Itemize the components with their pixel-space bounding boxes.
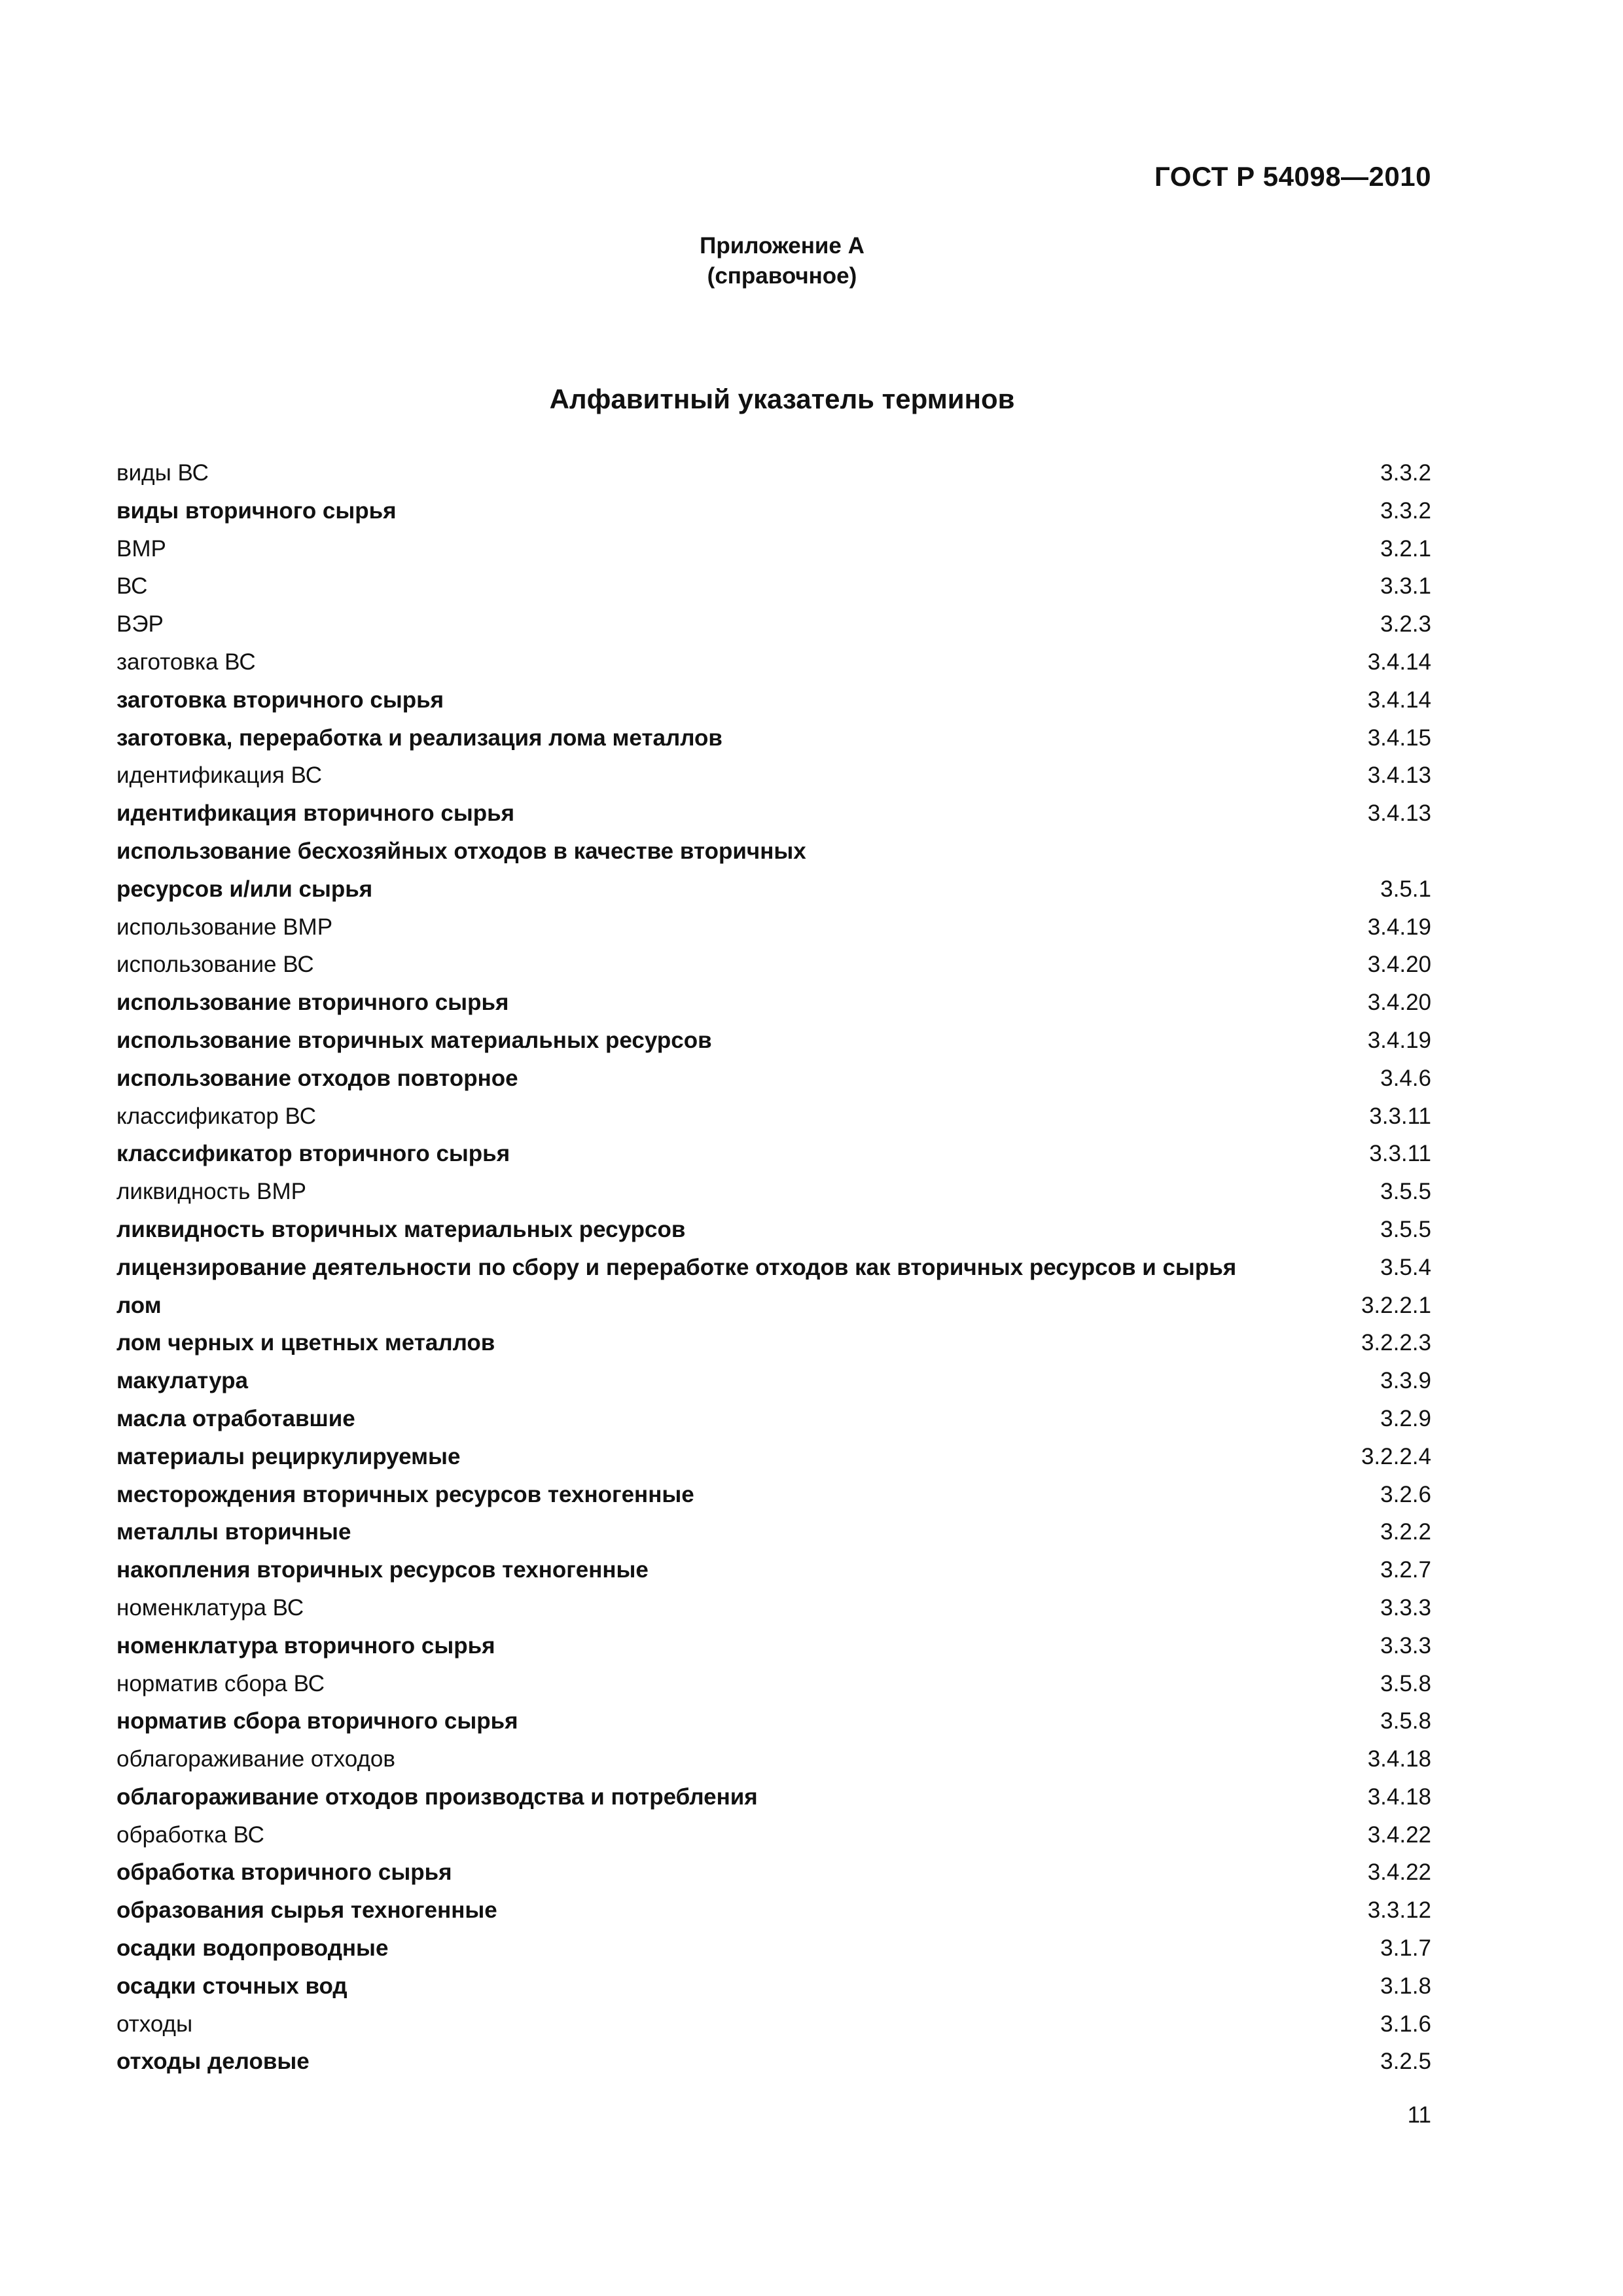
index-entry-reference: 3.2.5	[1380, 2049, 1431, 2075]
index-entry-term: использование бесхозяйных отходов в качестве вторичных	[116, 838, 806, 864]
appendix-title: Приложение А	[700, 233, 865, 259]
index-entry	[116, 492, 1431, 530]
index-entry-reference: 3.2.2.4	[1361, 1443, 1431, 1469]
index-entry	[116, 530, 1431, 568]
index-entry-term: номенклатура вторичного сырья	[116, 1632, 495, 1659]
index-entry-term: ликвидность вторичных материальных ресурсов	[116, 1216, 686, 1242]
index-entry-reference: 3.2.9	[1380, 1405, 1431, 1431]
index-entry-reference: 3.4.15	[1367, 725, 1431, 751]
index-entry	[116, 946, 1431, 984]
index-entry-term: использование отходов повторное	[116, 1065, 518, 1091]
index-entry-reference: 3.5.8	[1380, 1670, 1431, 1696]
index-entry	[116, 1740, 1431, 1778]
index-entry	[116, 1211, 1431, 1249]
index-entry-reference: 3.2.6	[1380, 1481, 1431, 1507]
index-entry-term: заготовка ВС	[116, 649, 256, 675]
index-entry	[116, 1551, 1431, 1589]
index-entry-term: использование ВМР	[116, 914, 333, 940]
index-entry	[116, 1400, 1431, 1438]
index-entry-term: классификатор ВС	[116, 1103, 317, 1129]
index-entry	[116, 757, 1431, 795]
index-entry-term: образования сырья техногенные	[116, 1897, 497, 1924]
index-entry	[116, 567, 1431, 605]
index-entry-reference: 3.4.13	[1367, 762, 1431, 789]
index-entry-term: использование ВС	[116, 952, 314, 978]
index-entry-term: использование вторичного сырья	[116, 990, 509, 1016]
index-entry	[116, 1098, 1431, 1136]
index-entry	[116, 1287, 1431, 1325]
index-entry-reference: 3.2.2.1	[1361, 1292, 1431, 1318]
index-entry	[116, 1324, 1431, 1362]
index-entry	[116, 984, 1431, 1022]
index-entry-reference: 3.4.20	[1367, 990, 1431, 1016]
index-entry-reference: 3.4.22	[1367, 1859, 1431, 1886]
index-entry-reference: 3.5.1	[1380, 876, 1431, 902]
index-entry-reference: 3.3.9	[1380, 1368, 1431, 1394]
index-entry	[116, 2043, 1431, 2081]
index-entry-term: месторождения вторичных ресурсов техногенные	[116, 1481, 694, 1507]
index-entry-term: виды ВС	[116, 460, 209, 486]
index-entry-term: осадки водопроводные	[116, 1935, 389, 1962]
index-entry-term: обработка вторичного сырья	[116, 1859, 452, 1886]
index-entry	[116, 795, 1431, 833]
index-entry	[116, 870, 1431, 908]
index-entry-reference: 3.4.6	[1380, 1065, 1431, 1091]
index-entry-reference: 3.5.5	[1380, 1179, 1431, 1205]
index-entry-term: лом	[116, 1292, 162, 1318]
index-entry-reference: 3.4.18	[1367, 1784, 1431, 1810]
index-entry-term: ликвидность ВМР	[116, 1179, 306, 1205]
index-entry-reference: 3.5.4	[1380, 1254, 1431, 1280]
index-entry-term: заготовка вторичного сырья	[116, 687, 444, 713]
index-entry-term: ВС	[116, 573, 148, 600]
index-entry-reference: 3.2.2.3	[1361, 1330, 1431, 1356]
index-entry	[116, 1022, 1431, 1060]
index-entry-reference: 3.3.2	[1380, 460, 1431, 486]
index-entry-reference: 3.1.8	[1380, 1973, 1431, 1999]
index-entry-reference: 3.5.8	[1380, 1708, 1431, 1734]
index-entry	[116, 1173, 1431, 1211]
index-entry	[116, 1249, 1431, 1287]
index-entry-term: осадки сточных вод	[116, 1973, 348, 1999]
index-entry	[116, 605, 1431, 643]
index-entry-reference: 3.4.20	[1367, 952, 1431, 978]
index-entry	[116, 1060, 1431, 1098]
index-entry-reference: 3.4.19	[1367, 914, 1431, 940]
index-entry	[116, 2005, 1431, 2043]
index-entry-term: отходы	[116, 2011, 193, 2037]
index-entry-reference: 3.3.2	[1380, 497, 1431, 524]
index-entry-reference: 3.4.22	[1367, 1821, 1431, 1848]
index-entry	[116, 1476, 1431, 1514]
index-entry	[116, 1589, 1431, 1627]
index-entry-term: классификатор вторичного сырья	[116, 1141, 510, 1167]
index-entry-term: металлы вторичные	[116, 1519, 351, 1545]
index-entry-reference: 3.4.13	[1367, 800, 1431, 827]
index-entry-reference: 3.4.19	[1367, 1027, 1431, 1053]
index-entry-reference: 3.2.3	[1380, 611, 1431, 637]
index-entry	[116, 1778, 1431, 1816]
index-entry-reference: 3.3.11	[1369, 1103, 1431, 1129]
appendix-note: (справочное)	[707, 263, 857, 289]
index-entry	[116, 833, 1431, 870]
index-entry	[116, 719, 1431, 757]
index-entry-term: заготовка, переработка и реализация лома металлов	[116, 725, 722, 751]
index-entry-reference: 3.3.12	[1367, 1897, 1431, 1924]
page-number: 11	[1407, 2102, 1431, 2128]
index-entry-term: облагораживание отходов производства и потребления	[116, 1784, 758, 1810]
term-index-list	[116, 454, 1431, 2081]
index-entry-term: виды вторичного сырья	[116, 497, 397, 524]
index-entry-reference: 3.4.18	[1367, 1746, 1431, 1772]
index-title: Алфавитный указатель терминов	[549, 384, 1015, 414]
index-entry-term: макулатура	[116, 1368, 248, 1394]
index-entry	[116, 643, 1431, 681]
index-entry-term: отходы деловые	[116, 2049, 310, 2075]
index-entry	[116, 681, 1431, 719]
index-entry-reference: 3.3.3	[1380, 1632, 1431, 1659]
index-entry	[116, 454, 1431, 492]
index-entry-term: норматив сбора ВС	[116, 1670, 325, 1696]
index-entry-term: накопления вторичных ресурсов техногенные	[116, 1557, 649, 1583]
index-entry-reference: 3.4.14	[1367, 687, 1431, 713]
index-entry-term: облагораживание отходов	[116, 1746, 395, 1772]
index-entry	[116, 1702, 1431, 1740]
index-entry-term: материалы рециркулируемые	[116, 1443, 461, 1469]
index-entry	[116, 1929, 1431, 1967]
index-entry-reference: 3.1.6	[1380, 2011, 1431, 2037]
index-entry-reference: 3.3.3	[1380, 1594, 1431, 1621]
index-entry	[116, 1438, 1431, 1476]
index-entry-term: номенклатура ВС	[116, 1594, 304, 1621]
index-entry	[116, 1627, 1431, 1665]
index-entry	[116, 1665, 1431, 1703]
index-entry-reference: 3.2.2	[1380, 1519, 1431, 1545]
index-entry	[116, 1135, 1431, 1173]
index-entry-term: масла отработавшие	[116, 1405, 355, 1431]
index-entry-reference: 3.3.11	[1369, 1141, 1431, 1167]
index-entry-term: обработка ВС	[116, 1821, 264, 1848]
index-entry-reference: 3.5.5	[1380, 1216, 1431, 1242]
index-entry-term: идентификация ВС	[116, 762, 322, 789]
index-entry	[116, 1892, 1431, 1929]
index-entry-term: норматив сбора вторичного сырья	[116, 1708, 518, 1734]
index-entry-reference: 3.3.1	[1380, 573, 1431, 600]
index-entry	[116, 1967, 1431, 2005]
index-entry-reference: 3.2.7	[1380, 1557, 1431, 1583]
index-entry	[116, 1513, 1431, 1551]
index-entry-reference: 3.4.14	[1367, 649, 1431, 675]
index-entry-reference: 3.2.1	[1380, 535, 1431, 562]
index-entry-term: идентификация вторичного сырья	[116, 800, 515, 827]
index-entry-term: использование вторичных материальных ресурсов	[116, 1027, 712, 1053]
index-entry	[116, 1362, 1431, 1400]
index-entry	[116, 1854, 1431, 1892]
index-entry-term: ВМР	[116, 535, 166, 562]
index-entry-term: лом черных и цветных металлов	[116, 1330, 495, 1356]
index-entry-term: лицензирование деятельности по сбору и переработке отходов как вторичных ресурсов и сырья	[116, 1254, 1237, 1280]
index-entry-reference: 3.1.7	[1380, 1935, 1431, 1962]
document-code: ГОСТ Р 54098—2010	[1154, 161, 1431, 192]
index-entry-term: ВЭР	[116, 611, 164, 637]
index-entry	[116, 908, 1431, 946]
index-entry-term: ресурсов и/или сырья	[116, 876, 373, 902]
index-entry	[116, 1816, 1431, 1854]
